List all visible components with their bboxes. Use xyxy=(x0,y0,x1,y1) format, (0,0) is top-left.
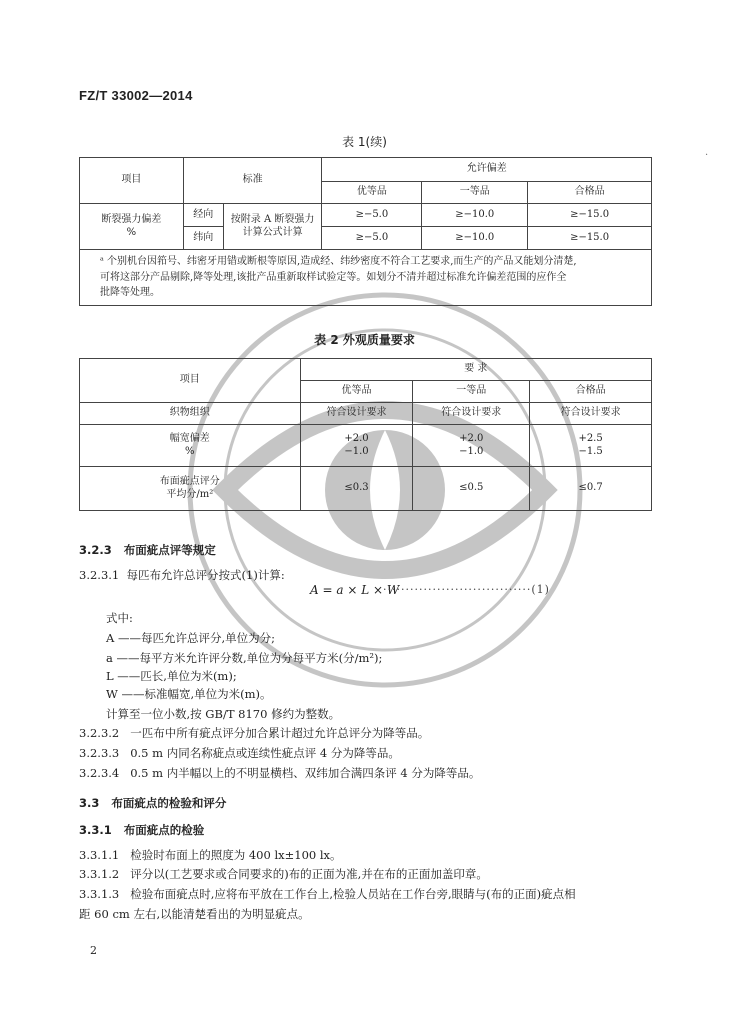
t2-grade-2: 一等品 xyxy=(413,381,530,403)
t2-r3-label xyxy=(80,467,301,511)
t1-header-tolerance: 允许偏差 xyxy=(322,158,652,182)
t2-r3-v3: ≤0.7 xyxy=(530,467,652,511)
t1-header-item: 项目 xyxy=(80,158,184,204)
t2-r2-v1-plus: +2.0 xyxy=(344,433,369,444)
table1 xyxy=(79,157,652,306)
scan-mark: · xyxy=(705,150,709,161)
var-L: L ——匹长,单位为米(m); xyxy=(106,669,237,683)
t1-note-2: 可将这部分产品剔除,降等处理,该批产品重新取样试验定等。如划分不清并超过标准允许偏差范围的应作全 xyxy=(100,271,567,283)
t1-dir-weft: 纬向 xyxy=(183,227,223,250)
t2-r1-label: 织物组织 xyxy=(80,403,301,425)
clause-text: 每匹布允许总评分按式(1)计算: xyxy=(126,568,285,582)
t1-weft-v2: ≥−10.0 xyxy=(422,227,528,250)
t1-header-standard: 标准 xyxy=(183,158,322,204)
table2 xyxy=(79,358,652,511)
clause-text: 检验时布面上的照度为 400 lx±100 lx。 xyxy=(130,848,342,862)
t1-weft-v1: ≥−5.0 xyxy=(322,227,422,250)
clause-number: 3.3.1.3 xyxy=(79,887,120,901)
t1-method xyxy=(223,204,322,250)
section-number: 3.3 xyxy=(79,796,100,810)
clause-text: 一匹布中所有疵点评分加合累计超过允许总评分为降等品。 xyxy=(130,726,430,740)
clause-3-3-1-1 xyxy=(79,847,342,863)
t2-grade-3: 合格品 xyxy=(530,381,652,403)
t1-warp-v1: ≥−5.0 xyxy=(322,204,422,227)
t2-r2-label-2: % xyxy=(185,445,195,457)
clause-number: 3.2.3.4 xyxy=(79,766,120,780)
clause-number: 3.2.3.1 xyxy=(79,568,120,582)
clause-3-2-3-1 xyxy=(79,567,285,583)
t1-grade-2: 一等品 xyxy=(422,182,528,204)
t1-grade-3: 合格品 xyxy=(528,182,652,204)
section-3-3-1-heading xyxy=(79,822,204,838)
section-title: 布面疵点的检验 xyxy=(123,823,205,837)
section-number: 3.2.3 xyxy=(79,543,112,557)
formula-leader: ·································(1) xyxy=(383,583,550,596)
t2-r3-v1: ≤0.3 xyxy=(300,467,413,511)
t1-dir-warp: 经向 xyxy=(183,204,223,227)
clause-text: 0.5 m 内同名称疵点或连续性疵点评 4 分为降等品。 xyxy=(130,746,400,760)
t2-r3-label-1: 布面疵点评分 xyxy=(159,476,220,487)
t1-row-label-2: % xyxy=(126,226,137,238)
t1-note-3: 批降等处理。 xyxy=(100,287,160,298)
t1-row-label xyxy=(80,204,184,250)
clause-number: 3.2.3.3 xyxy=(79,746,120,760)
clause-3-3-1-3 xyxy=(79,886,576,902)
t2-r2-v3-minus: −1.5 xyxy=(578,445,603,457)
clause-number: 3.3.1.2 xyxy=(79,867,120,881)
t2-r1-v1: 符合设计要求 xyxy=(300,403,413,425)
clause-number: 3.3.1.1 xyxy=(79,848,120,862)
t2-r2-v1-minus: −1.0 xyxy=(344,445,369,457)
page-number: 2 xyxy=(90,944,97,957)
section-title: 布面疵点的检验和评分 xyxy=(111,796,227,810)
table1-caption: 表 1(续) xyxy=(342,135,387,149)
clause-3-2-3-2 xyxy=(79,725,429,741)
formula-number: (1) xyxy=(531,583,550,596)
t1-weft-v3: ≥−15.0 xyxy=(528,227,652,250)
t1-note-1: ᵃ 个别机台因筘号、纬密牙用错或断根等原因,造成经、纬纱密度不符合工艺要求,而生产的产品又能划分清楚, xyxy=(100,256,577,267)
t1-footnote xyxy=(80,250,652,306)
t2-r2-v2-plus: +2.0 xyxy=(459,433,484,444)
var-a: a ——每平方米允许评分数,单位为分每平方米(分/m²); xyxy=(106,651,383,665)
t2-header-req: 要 求 xyxy=(300,359,651,381)
t1-row-label-1: 断裂强力偏差 xyxy=(101,214,162,225)
t2-r2-v2-minus: −1.0 xyxy=(459,445,484,457)
t2-r2-v3 xyxy=(530,425,652,467)
clause-3-2-3-4 xyxy=(79,765,480,781)
t1-grade-1: 优等品 xyxy=(322,182,422,204)
section-number: 3.3.1 xyxy=(79,823,112,837)
t2-r2-label-1: 幅宽偏差 xyxy=(169,433,210,444)
t2-r3-label-2: 平均分/m² xyxy=(166,488,214,500)
var-W: W ——标准幅宽,单位为米(m)。 xyxy=(106,687,272,701)
clause-text: 0.5 m 内半幅以上的不明显横档、双纬加合满四条评 4 分为降等品。 xyxy=(130,766,481,780)
t2-grade-1: 优等品 xyxy=(300,381,413,403)
t2-r3-v2: ≤0.5 xyxy=(413,467,530,511)
formula: A = a × L × W xyxy=(310,583,400,597)
t1-warp-v2: ≥−10.0 xyxy=(422,204,528,227)
clause-3-3-1-2 xyxy=(79,866,488,882)
clause-number: 3.2.3.2 xyxy=(79,726,120,740)
t2-r2-v3-plus: +2.5 xyxy=(578,433,603,444)
t2-r1-v2: 符合设计要求 xyxy=(413,403,530,425)
t2-r2-v1 xyxy=(300,425,413,467)
section-title: 布面疵点评等规定 xyxy=(123,543,216,557)
where-label: 式中: xyxy=(106,611,133,625)
clause-text: 评分以(工艺要求或合同要求的)布的正面为准,并在布的正面加盖印章。 xyxy=(130,867,488,881)
t2-r1-v3: 符合设计要求 xyxy=(530,403,652,425)
standard-number: FZ/T 33002—2014 xyxy=(79,88,193,103)
clause-3-3-1-3-cont: 距 60 cm 左右,以能清楚看出的为明显疵点。 xyxy=(79,907,310,921)
table2-caption: 表 2 外观质量要求 xyxy=(314,333,415,347)
t1-method-2: 计算公式计算 xyxy=(242,226,303,238)
clause-text: 检验布面疵点时,应将布平放在工作台上,检验人员站在工作台旁,眼睛与(布的正面)疵点相 xyxy=(130,887,576,901)
section-3-3-heading xyxy=(79,795,226,811)
t1-method-1: 按附录 A 断裂强力 xyxy=(230,214,315,225)
section-3-2-3-heading xyxy=(79,542,216,558)
var-A: A ——每匹允许总评分,单位为分; xyxy=(106,631,275,645)
t2-r2-label xyxy=(80,425,301,467)
t1-warp-v3: ≥−15.0 xyxy=(528,204,652,227)
t2-r2-v2 xyxy=(413,425,530,467)
clause-3-2-3-3 xyxy=(79,745,400,761)
t2-header-item: 项目 xyxy=(80,359,301,403)
calc-note: 计算至一位小数,按 GB/T 8170 修约为整数。 xyxy=(106,707,341,721)
